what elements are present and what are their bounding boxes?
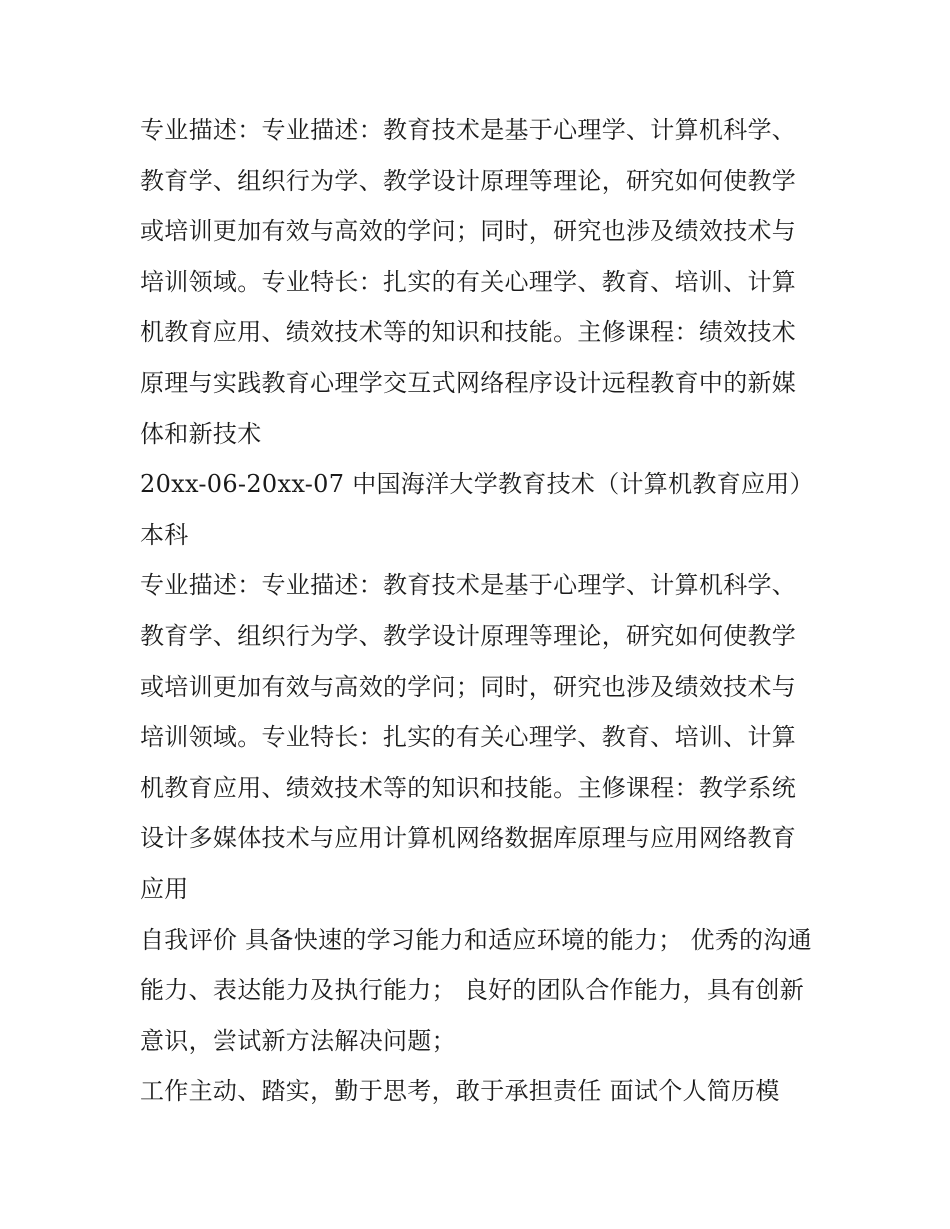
paragraph-education-entry: 20xx-06-20xx-07 中国海洋大学教育技术（计算机教育应用）本科 xyxy=(140,470,814,549)
paragraph-self-evaluation: 自我评价 具备快速的学习能力和适应环境的能力； 优秀的沟通能力、表达能力及执行能力； 良好的团队合作能力，具有创新意识，尝试新方法解决问题； xyxy=(140,925,812,1055)
document-body xyxy=(140,105,820,1117)
paragraph-major-description-2: 专业描述：专业描述：教育技术是基于心理学、计算机科学、教育学、组织行为学、教学设计原理等理论，研究如何使教学或培训更加有效与高效的学问；同时，研究也涉及绩效技术与培训领域。专业特长：扎实的有关心理学、教育、培训、计算机教育应用、绩效技术等的知识和技能。主修课程：教学系统设计多媒体技术与应用计算机网络数据库原理与应用网络教育应用 xyxy=(140,571,797,903)
paragraph-work-attitude: 工作主动、踏实，勤于思考，敢于承担责任 面试个人简历模 xyxy=(140,1077,780,1106)
paragraph-major-description-1: 专业描述：专业描述：教育技术是基于心理学、计算机科学、教育学、组织行为学、教学设计原理等理论，研究如何使教学或培训更加有效与高效的学问；同时，研究也涉及绩效技术与培训领域。专业特长：扎实的有关心理学、教育、培训、计算机教育应用、绩效技术等的知识和技能。主修课程：绩效技术原理与实践教育心理学交互式网络程序设计远程教育中的新媒体和新技术 xyxy=(140,116,797,448)
